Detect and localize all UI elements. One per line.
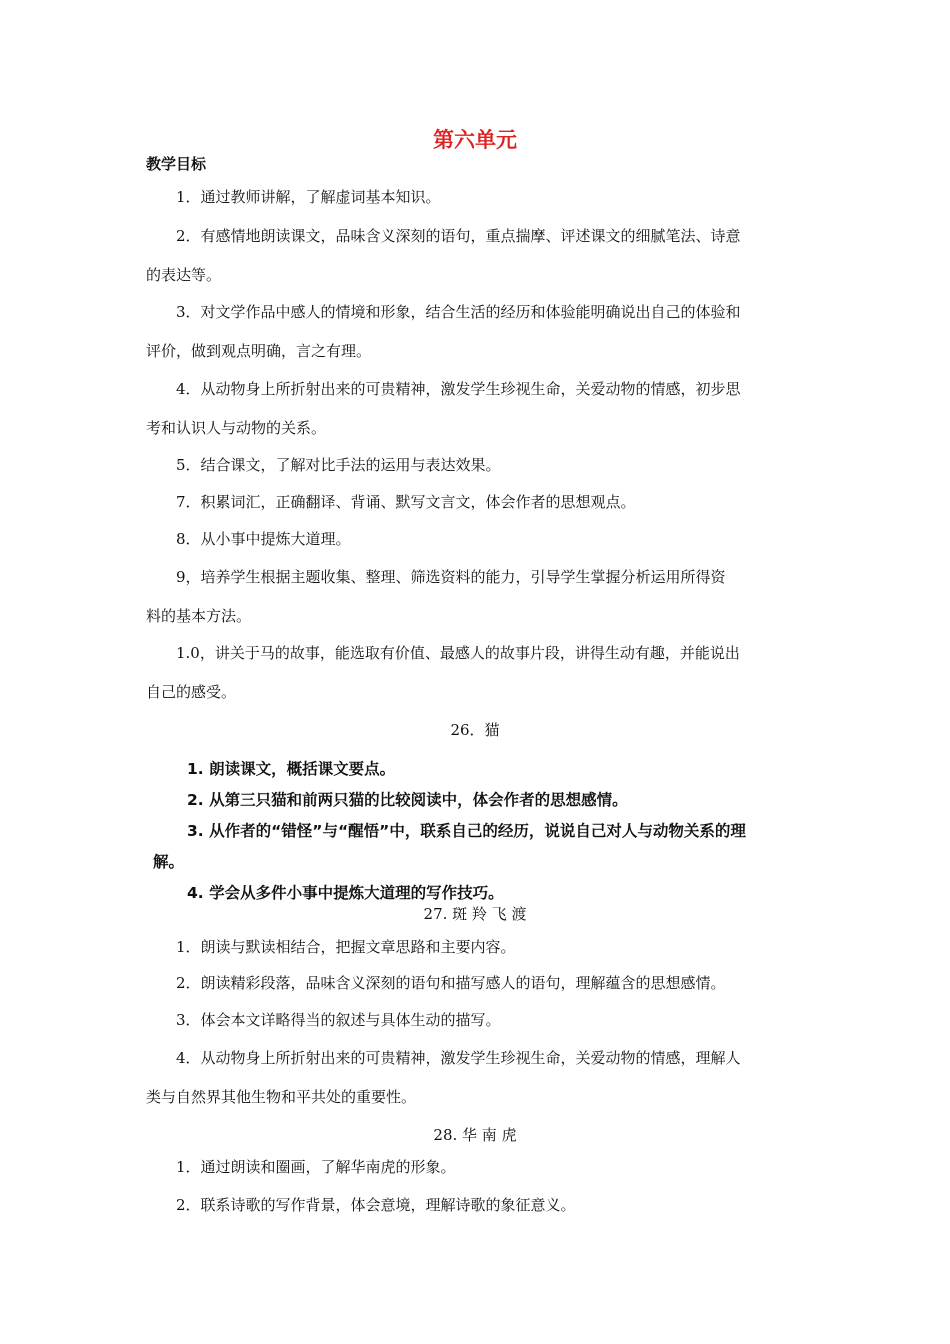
lesson-26-title: 26．猫 <box>450 721 500 739</box>
objective-2: 2．有感情地朗读课文，品味含义深刻的语句，重点揣摩、评述课文的细腻笔法、诗意 <box>176 227 741 245</box>
lesson-26-item-2: 2. 从第三只猫和前两只猫的比较阅读中，体会作者的思想感情。 <box>187 791 628 809</box>
objective-2-cont: 的表达等。 <box>146 266 222 284</box>
lesson-28-title: 28. 华 南 虎 <box>433 1126 517 1144</box>
lesson-26-item-3-cont: 解。 <box>153 853 185 871</box>
lesson-28-item-1: 1．通过朗读和圈画，了解华南虎的形象。 <box>176 1158 456 1176</box>
unit-title: 第六单元 <box>433 128 517 152</box>
lesson-27-item-1: 1．朗读与默读相结合，把握文章思路和主要内容。 <box>176 938 516 956</box>
objective-9: 9，培养学生根据主题收集、整理、筛选资料的能力，引导学生掌握分析运用所得资 <box>176 568 726 586</box>
lesson-26-item-3: 3. 从作者的“错怪”与“醒悟”中，联系自己的经历，说说自己对人与动物关系的理 <box>187 822 746 840</box>
lesson-27-title: 27. 斑 羚 飞 渡 <box>423 905 527 923</box>
lesson-26-item-1: 1. 朗读课文，概括课文要点。 <box>187 760 396 778</box>
lesson-26-item-4: 4. 学会从多件小事中提炼大道理的写作技巧。 <box>187 884 504 902</box>
lesson-27-item-4-cont: 类与自然界其他生物和平共处的重要性。 <box>146 1088 417 1106</box>
objective-10: 1.0，讲关于马的故事，能选取有价值、最感人的故事片段，讲得生动有趣，并能说出 <box>176 644 740 662</box>
lesson-26-list <box>140 754 830 909</box>
section-heading: 教学目标 <box>146 155 207 173</box>
lesson-27-item-4: 4．从动物身上所折射出来的可贵精神，激发学生珍视生命，关爱动物的情感，理解人 <box>176 1049 741 1067</box>
objective-5: 5．结合课文，了解对比手法的运用与表达效果。 <box>176 456 501 474</box>
objective-3-cont: 评价，做到观点明确，言之有理。 <box>146 342 372 360</box>
objective-8: 8．从小事中提炼大道理。 <box>176 530 351 548</box>
objective-7: 7．积累词汇，正确翻译、背诵、默写文言文，体会作者的思想观点。 <box>176 493 636 511</box>
objective-4: 4．从动物身上所折射出来的可贵精神，激发学生珍视生命，关爱动物的情感，初步思 <box>176 380 741 398</box>
objective-1: 1．通过教师讲解，了解虚词基本知识。 <box>176 188 441 206</box>
lesson-27-item-3: 3．体会本文详略得当的叙述与具体生动的描写。 <box>176 1011 501 1029</box>
objective-10-cont: 自己的感受。 <box>146 683 237 701</box>
lesson-28-item-2: 2．联系诗歌的写作背景，体会意境，理解诗歌的象征意义。 <box>176 1196 576 1214</box>
objective-9-cont: 料的基本方法。 <box>146 607 252 625</box>
objective-4-cont: 考和认识人与动物的关系。 <box>146 419 327 437</box>
objective-3: 3．对文学作品中感人的情境和形象，结合生活的经历和体验能明确说出自己的体验和 <box>176 303 741 321</box>
lesson-27-item-2: 2．朗读精彩段落，品味含义深刻的语句和描写感人的语句，理解蕴含的思想感情。 <box>176 974 726 992</box>
